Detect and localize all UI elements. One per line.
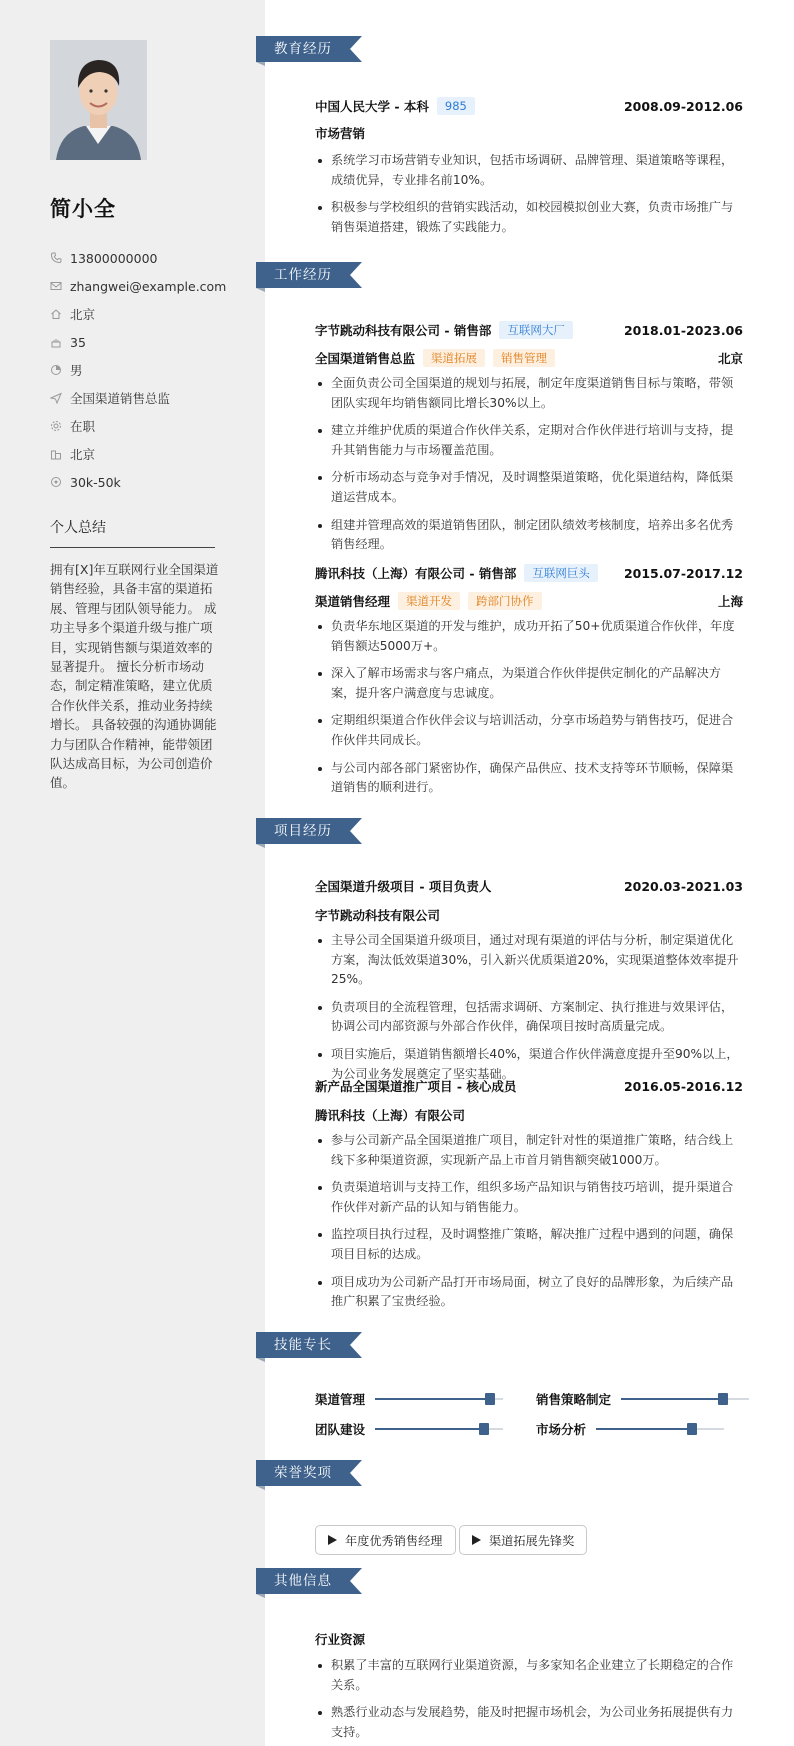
list-item: 监控项目执行过程，及时调整推广策略，解决推广过程中遇到的问题，确保项目目标的达成。 [315,1225,743,1264]
skill-bar-knob [687,1423,697,1435]
skill-bar [375,1398,503,1400]
skill-item [536,1419,724,1439]
work-date: 2015.07-2017.12 [623,565,743,581]
section-title-awards: 荣誉奖项 [274,1465,332,1481]
contact-home-value: 北京 [70,307,96,322]
skill-item [536,1389,749,1409]
skill-bar-knob [479,1423,489,1435]
work-bullets [315,617,743,806]
education-date: 2008.09-2012.06 [623,98,743,114]
project-company: 字节跳动科技有限公司 [315,908,441,923]
portrait-image [50,40,147,160]
contact-status-value: 在职 [70,419,96,434]
contact-age [50,328,240,356]
skill-bar-knob [485,1393,495,1405]
section-header-other [256,1568,362,1598]
home-icon [50,308,62,320]
contact-email [50,272,240,300]
contact-salary-value: 30k-50k [70,474,121,490]
skill-bar-fill [596,1428,692,1430]
list-item: 系统学习市场营销专业知识，包括市场调研、品牌管理、渠道策略等课程，成绩优异，专业排名前10%。 [315,151,743,190]
skill-bar [596,1428,724,1430]
section-header-skills [256,1332,362,1362]
list-item: 熟悉行业动态与发展趋势，能及时把握市场机会，为公司业务拓展提供有力支持。 [315,1703,743,1742]
summary-text: 拥有[X]年互联网行业全国渠道销售经验，具备丰富的渠道拓展、管理与团队领导能力。 成功主导多个渠道升级与推广项目，实现销售额与渠道效率的显著提升。 擅长分析市场动态，制定精准策略，建立优质合作伙伴关系，推动业务持续增长。 具备较强的沟通协调能力与团队合作精神，能带领团队达成高目标，为公司创造价值。 [50,562,219,791]
play-icon [472,1535,481,1545]
skill-name: 销售策略制定 [536,1392,612,1407]
list-item: 全面负责公司全国渠道的规划与拓展，制定年度渠道销售目标与策略，带领团队实现年均销售额同比增长30%以上。 [315,374,743,413]
list-item: 定期组织渠道合作伙伴会议与培训活动，分享市场趋势与销售技巧，促进合作伙伴共同成长。 [315,711,743,750]
other-title: 行业资源 [315,1632,366,1647]
project-entry-header [315,1076,743,1096]
list-item: 项目实施后，渠道销售额增长40%，渠道合作伙伴满意度提升至90%以上，为公司业务发展奠定了坚实基础。 [315,1045,743,1084]
list-item: 组建并管理高效的渠道销售团队，制定团队绩效考核制度，培养出多名优秀销售经理。 [315,516,743,555]
award-chip [459,1525,587,1555]
project-date: 2020.03-2021.03 [623,878,743,894]
company-tag: 互联网巨头 [524,564,598,582]
job-role: 全国渠道销售总监 [315,351,416,366]
contact-city [50,440,240,468]
summary-title: 个人总结 [50,517,215,548]
contact-phone [50,244,240,272]
skill-name: 团队建设 [315,1422,366,1437]
salary-icon [50,476,62,488]
project-company: 腾讯科技（上海）有限公司 [315,1108,466,1123]
project-date: 2016.05-2016.12 [623,1078,743,1094]
work-role-row [315,591,743,611]
project-name: 新产品全国渠道推广项目 - 核心成员 [315,1079,517,1094]
age-icon [50,336,62,348]
project-name: 全国渠道升级项目 - 项目负责人 [315,879,492,894]
role-tag: 跨部门协作 [468,592,542,610]
work-role-row [315,348,743,368]
work-city: 上海 [717,594,743,609]
section-header-project [256,818,362,848]
section-title-project: 项目经历 [274,823,332,839]
award-chip [315,1525,456,1555]
list-item: 积极参与学校组织的营销实践活动，如校园模拟创业大赛，负责市场推广与销售渠道搭建，锻炼了实践能力。 [315,198,743,237]
skill-bar [621,1398,749,1400]
contact-salary [50,468,240,496]
skill-item [315,1419,503,1439]
project-bullets [315,931,743,1092]
section-header-education [256,36,362,66]
section-header-work [256,262,362,292]
list-item: 分析市场动态与竞争对手情况，及时调整渠道策略，优化渠道结构，降低渠道运营成本。 [315,468,743,507]
skill-name: 渠道管理 [315,1392,366,1407]
section-title-other: 其他信息 [274,1573,332,1589]
sidebar [0,0,265,1746]
education-major: 市场营销 [315,126,366,141]
mail-icon [50,280,62,292]
phone-icon [50,252,62,264]
contact-target-role-value: 全国渠道销售总监 [70,391,171,406]
section-header-awards [256,1460,362,1490]
contact-gender-value: 男 [70,363,83,378]
skill-bar-knob [718,1393,728,1405]
work-date: 2018.01-2023.06 [623,322,743,338]
play-icon [328,1535,337,1545]
skill-bar-fill [375,1428,484,1430]
other-bullets [315,1656,743,1746]
contact-list [50,244,240,496]
work-city: 北京 [717,351,743,366]
company-tag: 互联网大厂 [499,321,573,339]
city-icon [50,448,62,460]
project-entry-header [315,876,743,896]
section-title-education: 教育经历 [274,41,332,57]
skill-item [315,1389,503,1409]
contact-city-value: 北京 [70,447,96,462]
list-item: 负责华东地区渠道的开发与维护，成功开拓了50+优质渠道合作伙伴，年度销售额达5000万+。 [315,617,743,656]
skill-bar-fill [621,1398,723,1400]
role-tag: 渠道拓展 [423,349,485,367]
project-bullets [315,1131,743,1320]
list-item: 与公司内部各部门紧密协作，确保产品供应、技术支持等环节顺畅，保障渠道销售的顺利进行。 [315,759,743,798]
contact-email-value: zhangwei@example.com [70,278,227,294]
contact-status [50,412,240,440]
education-entry-header [315,96,743,116]
list-item: 主导公司全国渠道升级项目，通过对现有渠道的评估与分析，制定渠道优化方案，淘汰低效渠道30%，引入新兴优质渠道20%，实现渠道整体效率提升25%。 [315,931,743,990]
list-item: 深入了解市场需求与客户痛点，为渠道合作伙伴提供定制化的产品解决方案，提升客户满意度与忠诚度。 [315,664,743,703]
list-item: 负责项目的全流程管理，包括需求调研、方案制定、执行推进与效果评估，协调公司内部资源与外部合作伙伴，确保项目按时高质量完成。 [315,998,743,1037]
contact-target-role [50,384,240,412]
award-label: 渠道拓展先锋奖 [489,1533,575,1548]
gender-icon [50,364,62,376]
send-icon [50,392,62,404]
contact-age-value: 35 [70,334,86,350]
award-label: 年度优秀销售经理 [345,1533,443,1548]
company-name: 字节跳动科技有限公司 - 销售部 [315,323,492,338]
list-item: 建立并维护优质的渠道合作伙伴关系，定期对合作伙伴进行培训与支持，提升其销售能力与市场覆盖范围。 [315,421,743,460]
work-bullets [315,374,743,563]
list-item: 参与公司新产品全国渠道推广项目，制定针对性的渠道推广策略，结合线上线下多种渠道资源，实现新产品上市首月销售额突破1000万。 [315,1131,743,1170]
work-entry-header [315,563,743,583]
list-item: 项目成功为公司新产品打开市场局面，树立了良好的品牌形象，为后续产品推广积累了宝贵经验。 [315,1273,743,1312]
skill-bar [375,1428,503,1430]
candidate-name: 简小全 [50,197,116,221]
skill-bar-fill [375,1398,490,1400]
job-role: 渠道销售经理 [315,594,391,609]
contact-home [50,300,240,328]
list-item: 负责渠道培训与支持工作，组织多场产品知识与销售技巧培训，提升渠道合作伙伴对新产品的认知与销售能力。 [315,1178,743,1217]
company-name: 腾讯科技（上海）有限公司 - 销售部 [315,566,517,581]
contact-phone-value: 13800000000 [70,250,158,266]
skill-name: 市场分析 [536,1422,587,1437]
school-name: 中国人民大学 - 本科 [315,99,429,114]
education-bullets [315,151,743,245]
list-item: 积累了丰富的互联网行业渠道资源，与多家知名企业建立了长期稳定的合作关系。 [315,1656,743,1695]
contact-gender [50,356,240,384]
role-tag: 销售管理 [493,349,555,367]
work-entry-header [315,320,743,340]
status-icon [50,420,62,432]
section-title-work: 工作经历 [274,267,332,283]
section-title-skills: 技能专长 [274,1337,332,1353]
avatar [50,40,147,160]
school-tag: 985 [437,97,475,115]
role-tag: 渠道开发 [398,592,460,610]
